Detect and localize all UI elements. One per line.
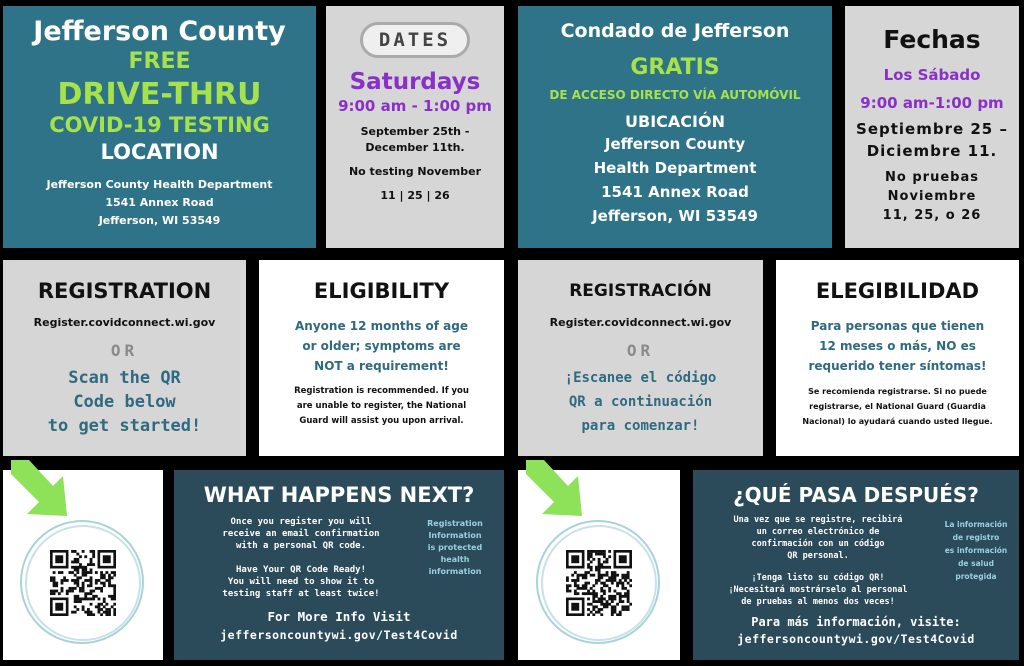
en-scan-line-1: Scan the QR [68,368,181,388]
en-no-testing-label: No testing November [348,165,482,178]
en-next-p2-line-1: Have Your QR Code Ready! [235,565,367,575]
en-eligibility-note-2: are unable to register, the National [296,401,467,411]
es-more-info-label: Para más información, visite: [751,615,961,629]
en-or-label: OR [110,341,139,360]
en-dates-title: DATES [360,22,470,58]
es-eligibility-note-3: Nacional) lo ayudará cuando usted llegue. [802,417,993,426]
es-dates-title: Fechas [883,25,981,54]
en-testing-label: COVID-19 TESTING [49,113,270,137]
en-date-range-1: September 25th - [360,125,470,138]
es-next-p1-line-4: QR personal. [787,551,849,561]
en-registration-url[interactable]: Register.covidconnect.wi.gov [33,316,216,329]
es-address-line-1: Jefferson County [604,135,746,153]
en-saturdays-label: Saturdays [349,69,481,95]
es-address-line-4: Jefferson, WI 53549 [592,207,758,225]
es-next-p1-line-3: confirmación con un código [751,539,885,549]
es-county-title: Condado de Jefferson [560,20,790,42]
es-scan-line-1: ¡Escanee el código [564,370,717,386]
es-registration-url[interactable]: Register.covidconnect.wi.gov [549,316,732,329]
es-next-title: ¿QUÉ PASA DESPUÉS? [733,483,979,507]
en-qr-panel [3,470,163,660]
es-more-info-url[interactable]: jeffersoncountywi.gov/Test4Covid [737,632,975,646]
es-registration-panel [518,260,763,456]
es-qr-panel [518,470,680,660]
en-county-title: Jefferson County [33,16,286,47]
es-no-testing-3: 11, 25, o 26 [882,208,982,223]
es-next-p2-line-2: ¡Necesitará mostrárselo al personal [728,585,908,595]
en-dates-panel [326,6,504,248]
en-location-label: LOCATION [100,140,219,164]
en-date-range-2: December 11th. [365,141,465,154]
en-no-testing-dates: 11 | 25 | 26 [380,189,450,202]
es-next-p1-line-1: Una vez que se registre, recibirá [733,515,903,525]
es-address-line-2: Health Department [593,159,757,177]
es-eligibility-line-3: requerido tener síntomas! [808,359,987,373]
en-address-line-1: Jefferson County Health Department [46,178,273,191]
en-next-p2-line-3: testing staff at least twice! [222,589,380,599]
en-scan-line-3: to get started! [47,416,202,436]
es-time-label: 9:00 am-1:00 pm [860,94,1004,112]
es-no-testing-1: No pruebas [885,170,979,185]
en-next-p1-line-3: with a personal QR code. [235,541,367,551]
en-eligibility-panel [259,260,504,456]
en-eligibility-line-2: or older; symptoms are [302,339,461,353]
es-dates-panel [845,6,1019,248]
en-next-p1-line-1: Once you register you will [230,517,372,527]
es-drive-thru-label: DE ACCESO DIRECTO VÍA AUTOMÓVIL [549,88,801,102]
es-registration-title: REGISTRACIÓN [569,281,712,301]
es-saturday-label: Los Sábado [883,66,981,84]
es-eligibility-line-1: Para personas que tienen [810,319,985,333]
es-qr-code[interactable] [566,550,632,616]
en-eligibility-note-3: Guard will assist you upon arrival. [299,416,464,426]
en-more-info-label: For More Info Visit [267,609,411,624]
en-registration-panel [3,260,246,456]
es-next-p2-line-1: ¡Tenga listo su código QR! [751,573,885,583]
en-time-label: 9:00 am - 1:00 pm [338,97,492,115]
en-eligibility-title: ELIGIBILITY [313,279,450,303]
en-location-panel [3,6,316,248]
en-next-side-3: is protected [427,543,483,552]
en-next-p1-line-2: receive an email confirmation [222,529,380,539]
es-eligibility-note-2: registrarse, el National Guard (Guardia [809,402,986,411]
en-free-label: FREE [128,49,191,74]
es-next-side-2: de registro [952,533,1000,542]
en-next-side-4: health [440,555,470,564]
en-next-p2-line-2: You will need to show it to [227,577,375,587]
en-more-info-url[interactable]: jeffersoncountywi.gov/Test4Covid [220,628,458,642]
es-eligibility-title: ELEGIBILIDAD [815,279,980,303]
en-address-line-3: Jefferson, WI 53549 [98,214,221,227]
en-eligibility-note-1: Registration is recommended. If you [294,386,469,396]
es-next-side-3: es información [944,546,1008,555]
en-eligibility-line-3: NOT a requirement! [314,359,449,373]
es-address-line-3: 1541 Annex Road [601,183,749,201]
en-next-side-2: Information [428,531,482,540]
es-location-label: UBICACIÓN [625,112,725,131]
es-next-side-1: La información [944,520,1008,529]
es-date-range-1: Septiembre 25 – [856,120,1008,138]
es-no-testing-2: Noviembre [887,189,977,204]
arrow-down-right-icon [518,460,593,522]
es-scan-line-2: QR a continuación [568,394,713,410]
es-next-side-5: protegida [955,572,997,581]
en-next-panel [174,470,504,660]
es-scan-line-3: para comenzar! [581,418,700,434]
en-eligibility-line-1: Anyone 12 months of age [295,319,468,333]
en-scan-line-2: Code below [73,392,176,412]
es-or-label: OR [626,341,655,360]
es-next-p2-line-3: de pruebas al menos dos veces! [741,597,895,607]
arrow-down-right-icon [3,460,78,522]
en-next-side-5: information [428,567,482,576]
en-next-side-1: Registration [427,519,483,528]
en-registration-title: REGISTRATION [37,279,212,303]
en-drive-thru-label: DRIVE-THRU [57,77,262,112]
es-eligibility-line-2: 12 meses o más, NO es [819,339,976,353]
en-next-title: WHAT HAPPENS NEXT? [203,483,475,507]
es-next-p1-line-2: un correo electrónico de [756,527,880,537]
es-date-range-2: Diciembre 11. [866,142,998,160]
es-eligibility-panel [776,260,1019,456]
es-next-panel [693,470,1019,660]
es-location-panel [518,6,832,248]
en-address-line-2: 1541 Annex Road [105,196,214,209]
en-qr-code[interactable] [50,550,116,616]
es-next-side-4: de salud [958,559,994,568]
es-eligibility-note-1: Se recomienda registrarse. Si no puede [808,387,987,396]
es-free-label: GRATIS [630,55,720,80]
